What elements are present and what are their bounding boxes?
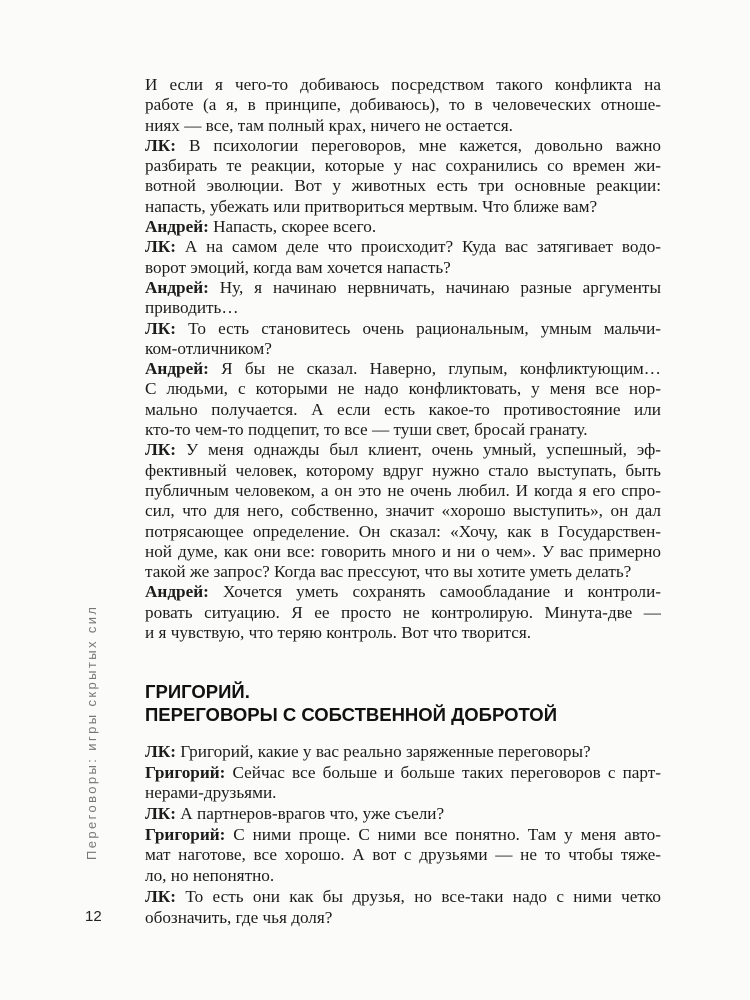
dialogue-paragraph <box>145 825 661 887</box>
line-text: и я чувствую, что теряю контроль. Вот что творится. <box>145 623 532 643</box>
line-text: Сейчас все больше и больше таких переговоров с парт- <box>232 762 662 782</box>
dialogue-paragraph <box>145 319 661 360</box>
line-text: нерами-друзьями. <box>145 783 277 803</box>
line-text: такой же запрос? Когда вас прессуют, что вы хотите уметь делать? <box>145 562 632 582</box>
text-line <box>145 440 661 460</box>
text-line <box>145 75 661 95</box>
speaker-name: Андрей: <box>145 277 209 297</box>
running-head: Переговоры: игры скрытых сил <box>84 604 99 860</box>
line-text: То есть становитесь очень рациональным, умным мальчи- <box>188 318 661 338</box>
text-line <box>145 197 661 217</box>
line-text: мат наготове, все хорошо. А вот с друзьями — не то чтобы тяже- <box>145 845 661 865</box>
line-text: мально получается. А если есть какое-то противостояние или <box>145 399 661 419</box>
text-line <box>145 804 661 825</box>
text-line <box>145 562 661 582</box>
speaker-name: ЛК: <box>145 742 176 761</box>
speaker-name: ЛК: <box>145 886 176 906</box>
line-text: А на самом деле что происходит? Куда вас затягивает водо- <box>184 237 662 257</box>
text-line <box>145 582 661 602</box>
line-text: ной думе, как они все: говорить много и ни о чем». У вас примерно <box>145 541 661 561</box>
line-text: вотной эволюции. Вот у животных есть три основные реакции: <box>145 176 661 196</box>
text-line <box>145 866 661 887</box>
text-line <box>145 742 661 763</box>
section-heading-line: ПЕРЕГОВОРЫ С СОБСТВЕННОЙ ДОБРОТОЙ <box>145 704 557 725</box>
text-line <box>145 481 661 501</box>
dialogue-paragraph <box>145 742 661 763</box>
line-text: ниях — все, там полный крах, ничего не остается. <box>145 115 513 135</box>
text-line <box>145 542 661 562</box>
dialogue-paragraph <box>145 582 661 643</box>
text-line <box>145 95 661 115</box>
line-text: То есть они как бы друзья, но все-таки надо с ними четко <box>185 886 661 906</box>
text-line <box>145 603 661 623</box>
speaker-name: ЛК: <box>145 440 176 460</box>
text-line <box>145 116 661 136</box>
line-text: Напасть, скорее всего. <box>213 217 377 237</box>
line-text: работе (а я, в принципе, добиваюсь), то в человеческих отноше- <box>145 95 661 115</box>
line-text: Григорий, какие у вас реально заряженные переговоры? <box>180 742 591 761</box>
text-line <box>145 339 661 359</box>
text-line <box>145 887 661 908</box>
dialogue-paragraph <box>145 887 661 928</box>
section-heading-line: ГРИГОРИЙ. <box>145 681 250 702</box>
speaker-name: ЛК: <box>145 804 176 824</box>
dialogue-paragraph <box>145 75 661 136</box>
text-line <box>145 461 661 481</box>
line-text: А партнеров-врагов что, уже съели? <box>180 804 445 824</box>
text-line <box>145 258 661 278</box>
text-line <box>145 217 661 237</box>
text-line <box>145 825 661 846</box>
dialogue-block-andrey <box>145 75 661 643</box>
text-line <box>145 298 661 318</box>
text-line <box>145 908 661 929</box>
text-line <box>145 359 661 379</box>
speaker-name: Андрей: <box>145 217 209 237</box>
text-line <box>145 420 661 440</box>
line-text: приводить… <box>145 298 239 318</box>
speaker-name: Григорий: <box>145 824 226 844</box>
line-text: сил, что для него, собственно, значит «хорошо выступить», он дал <box>145 501 661 521</box>
dialogue-paragraph <box>145 217 661 237</box>
text-line <box>145 763 661 784</box>
line-text: обозначить, где чья доля? <box>145 907 333 927</box>
line-text: напасть, убежать или притвориться мертвым. Что ближе вам? <box>145 196 598 216</box>
dialogue-block-grigory <box>145 742 661 928</box>
line-text: ворот эмоций, когда вам хочется напасть? <box>145 257 451 277</box>
line-text: Ну, я начинаю нервничать, начинаю разные аргументы <box>219 277 661 297</box>
text-line <box>145 783 661 804</box>
line-text: потрясающее определение. Он сказал: «Хочу, как в Государствен- <box>145 521 661 541</box>
text-line <box>145 501 661 521</box>
line-text: У меня однажды был клиент, очень умный, успешный, эф- <box>185 440 661 460</box>
text-line <box>145 400 661 420</box>
speaker-name: Григорий: <box>145 762 226 782</box>
speaker-name: ЛК: <box>145 318 176 338</box>
dialogue-paragraph <box>145 278 661 319</box>
dialogue-paragraph <box>145 804 661 825</box>
line-text: кто-то чем-то подцепит, то все — туши свет, бросай гранату. <box>145 420 588 440</box>
line-text: ровать ситуацию. Я ее просто не контролирую. Минута-две — <box>145 602 661 622</box>
text-line <box>145 379 661 399</box>
line-text: И если я чего-то добиваюсь посредством такого конфликта на <box>145 75 661 94</box>
page-number: 12 <box>85 908 102 925</box>
line-text: Хочется уметь сохранять самообладание и контроли- <box>222 582 662 602</box>
line-text: С ними проще. С ними все понятно. Там у меня авто- <box>233 824 662 844</box>
text-line <box>145 845 661 866</box>
text-line <box>145 237 661 257</box>
text-line <box>145 278 661 298</box>
speaker-name: Андрей: <box>145 359 209 379</box>
line-text: разбирать те реакции, которые у нас сохранились со времен жи- <box>145 156 661 176</box>
dialogue-paragraph <box>145 359 661 440</box>
speaker-name: ЛК: <box>145 135 176 155</box>
speaker-name: Андрей: <box>145 582 209 602</box>
line-text: ком-отличником? <box>145 338 272 358</box>
text-line <box>145 319 661 339</box>
line-text: С людьми, с которыми не надо конфликтовать, у меня все нор- <box>145 379 661 399</box>
line-text: фективный человек, которому вдруг нужно стало выступать, быть <box>145 460 661 480</box>
dialogue-paragraph <box>145 763 661 804</box>
speaker-name: ЛК: <box>145 237 176 257</box>
text-line <box>145 522 661 542</box>
line-text: публичным человеком, а он это не очень любил. И когда я его спро- <box>145 480 661 500</box>
text-line <box>145 136 661 156</box>
dialogue-paragraph <box>145 440 661 582</box>
text-line <box>145 156 661 176</box>
text-line <box>145 623 661 643</box>
dialogue-paragraph <box>145 136 661 217</box>
text-line <box>145 176 661 196</box>
dialogue-paragraph <box>145 237 661 278</box>
line-text: Я бы не сказал. Наверно, глупым, конфликтующим… <box>221 359 661 379</box>
line-text: ло, но непонятно. <box>145 866 275 886</box>
section-heading <box>145 680 557 726</box>
line-text: В психологии переговоров, мне кажется, довольно важно <box>188 135 661 155</box>
